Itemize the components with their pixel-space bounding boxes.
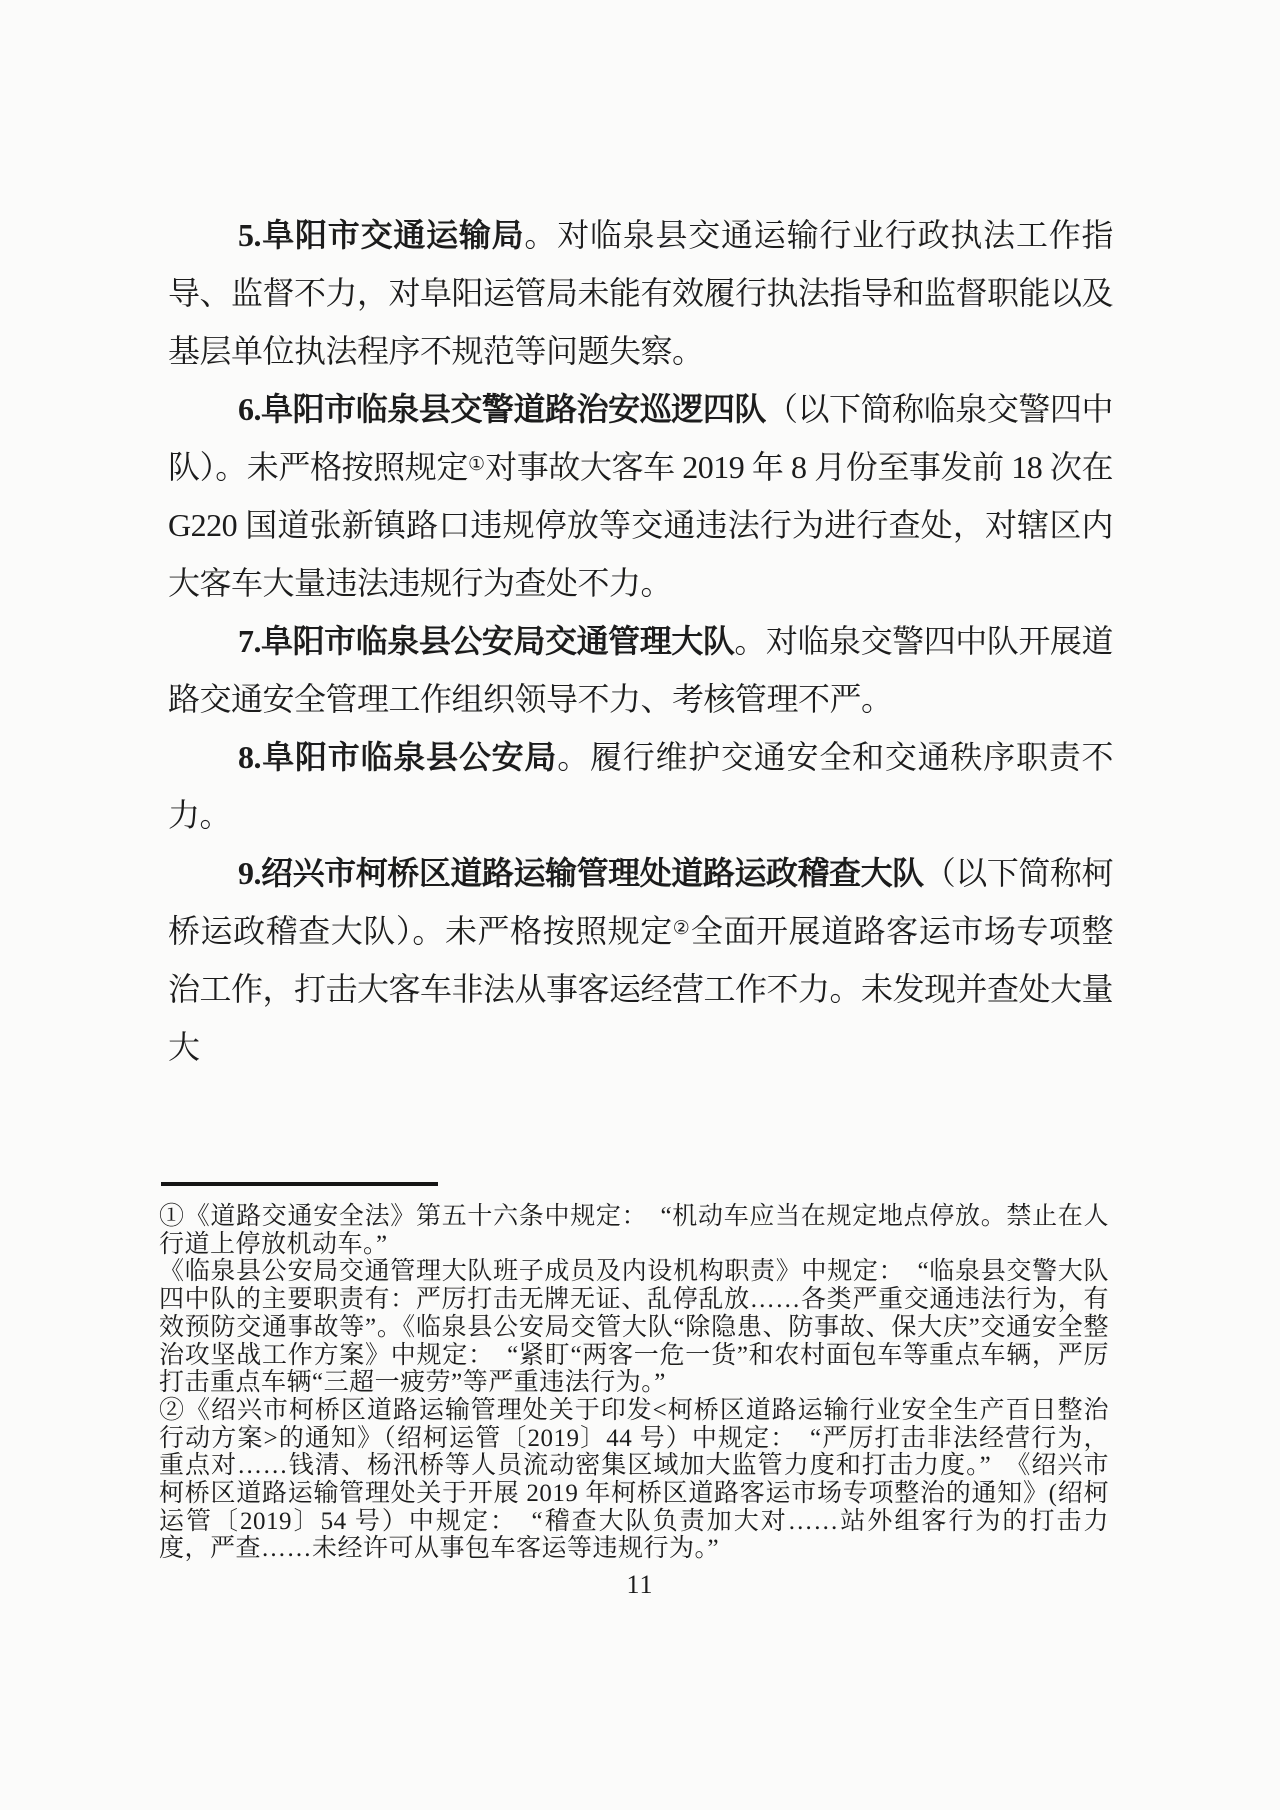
paragraph-6-heading: 6.阜阳市临泉县交警道路治安巡逻四队 <box>238 391 766 427</box>
page-number: 11 <box>626 1570 654 1599</box>
footnotes-section <box>159 1203 1109 1563</box>
paragraph-9-text: 全面开展道路客运市场专项整治工作，打击大客车非法从事客运经营工作不力。未发现并查处大量大 <box>168 913 1114 1065</box>
footnote-ref-1: ① <box>467 454 486 475</box>
document-body <box>168 206 1113 1076</box>
body-paragraph-6 <box>168 380 1113 612</box>
paragraph-7-text: 。对临泉交警四中队开展道路交通安全管理工作组织领导不力、考核管理不严。 <box>168 623 1113 717</box>
body-paragraph-7 <box>168 612 1113 728</box>
paragraph-5-text: 。对临泉县交通运输行业行政执法工作指导、监督不力，对阜阳运管局未能有效履行执法指导和监督职能以及基层单位执法程序不规范等问题失察。 <box>168 217 1114 369</box>
body-paragraph-9 <box>168 844 1113 1076</box>
paragraph-8-heading: 8.阜阳市临泉县公安局 <box>238 739 558 775</box>
body-paragraph-5 <box>168 206 1113 380</box>
paragraph-7-heading: 7.阜阳市临泉县公安局交通管理大队 <box>238 623 735 659</box>
paragraph-5-heading: 5.阜阳市交通运输局 <box>238 217 525 253</box>
footnote-1: ①《道路交通安全法》第五十六条中规定： “机动车应当在规定地点停放。禁止在人行道上停放机动车。” <box>159 1203 1109 1258</box>
paragraph-9-heading: 9.绍兴市柯桥区道路运输管理处道路运政稽查大队 <box>238 855 924 891</box>
footnote-ref-2: ② <box>672 918 691 939</box>
paragraph-8-text: 。履行维护交通安全和交通秩序职责不力。 <box>168 739 1113 833</box>
paragraph-9-text-before-ref: （以下简称柯桥运政稽查大队）。未严格按照规定 <box>168 855 1113 949</box>
paragraph-6-text: 对事故大客车 2019 年 8 月份至事发前 18 次在 G220 国道张新镇路口违规停放等交通违法行为进行查处，对辖区内大客车大量违法违规行为查处不力。 <box>168 449 1113 601</box>
paragraph-6-text-before-ref: （以下简称临泉交警四中队）。未严格按照规定 <box>168 391 1113 485</box>
footnote-divider <box>161 1182 438 1186</box>
body-paragraph-8 <box>168 728 1113 844</box>
footnote-1-continued: 《临泉县公安局交通管理大队班子成员及内设机构职责》中规定： “临泉县交警大队四中队的主要职责有：严厉打击无牌无证、乱停乱放……各类严重交通违法行为，有效预防交通事故等”。《临泉县公安局交管大队“除隐患、防事故、保大庆”交通安全整治攻坚战工作方案》中规定： “紧盯“两客一危一货”和农村面包车等重点车辆，严厉打击重点车辆“三超一疲劳”等严重违法行为。” <box>159 1258 1109 1397</box>
footnote-2: ②《绍兴市柯桥区道路运输管理处关于印发<柯桥区道路运输行业安全生产百日整治行动方案>的通知》（绍柯运管〔2019〕44 号）中规定： “严厉打击非法经营行为，重点对……钱清、杨汛桥等人员流动密集区域加大监管力度和打击力度。” 《绍兴市柯桥区道路运输管理处关于开展 2019 年柯桥区道路客运市场专项整治的通知》(绍柯运管〔2019〕54 号）中规定： “稽查大队负责加大对……站外组客行为的打击力度，严查……未经许可从事包车客运等违规行为。” <box>159 1396 1109 1563</box>
